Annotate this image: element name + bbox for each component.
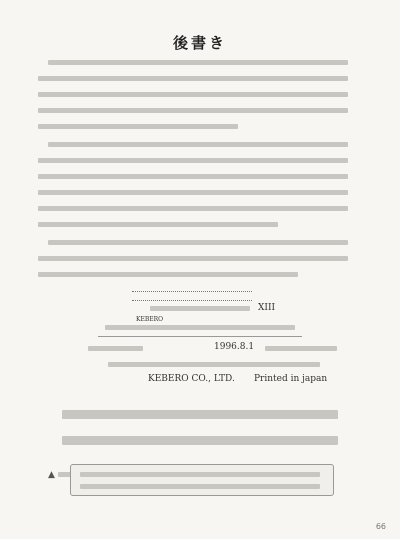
release-date-text: 1996.8.1 <box>214 342 255 352</box>
page-heading: 後書き <box>172 34 227 52</box>
warning-triangle-icon: ▲ <box>48 470 55 480</box>
volume-number-text: XIII <box>258 303 276 313</box>
text-placeholder <box>38 124 238 129</box>
text-placeholder <box>38 190 348 195</box>
text-placeholder <box>38 158 348 163</box>
text-placeholder <box>38 108 348 113</box>
divider-line <box>98 336 302 337</box>
text-placeholder <box>88 346 143 351</box>
text-placeholder <box>62 410 338 419</box>
text-placeholder <box>105 325 295 330</box>
printed-in-text: Printed in japan <box>254 374 328 384</box>
text-placeholder <box>38 76 348 81</box>
text-placeholder <box>48 60 348 65</box>
text-placeholder <box>108 362 320 367</box>
copyright-owner-text: KEBERO CO., LTD. <box>148 374 235 384</box>
text-placeholder <box>38 206 348 211</box>
text-placeholder <box>38 256 348 261</box>
text-placeholder <box>38 174 348 179</box>
text-placeholder <box>38 92 348 97</box>
text-placeholder <box>80 484 320 489</box>
text-placeholder <box>48 240 348 245</box>
page-number: 66 <box>375 522 386 531</box>
circle-border-decoration <box>132 291 252 301</box>
text-placeholder <box>265 346 337 351</box>
notice-box <box>70 464 334 496</box>
brand-small-text: KEBERO <box>136 316 164 323</box>
text-placeholder <box>38 222 278 227</box>
text-placeholder <box>38 272 298 277</box>
text-placeholder <box>80 472 320 477</box>
text-placeholder <box>62 436 338 445</box>
text-placeholder <box>150 306 250 311</box>
text-placeholder <box>48 142 348 147</box>
